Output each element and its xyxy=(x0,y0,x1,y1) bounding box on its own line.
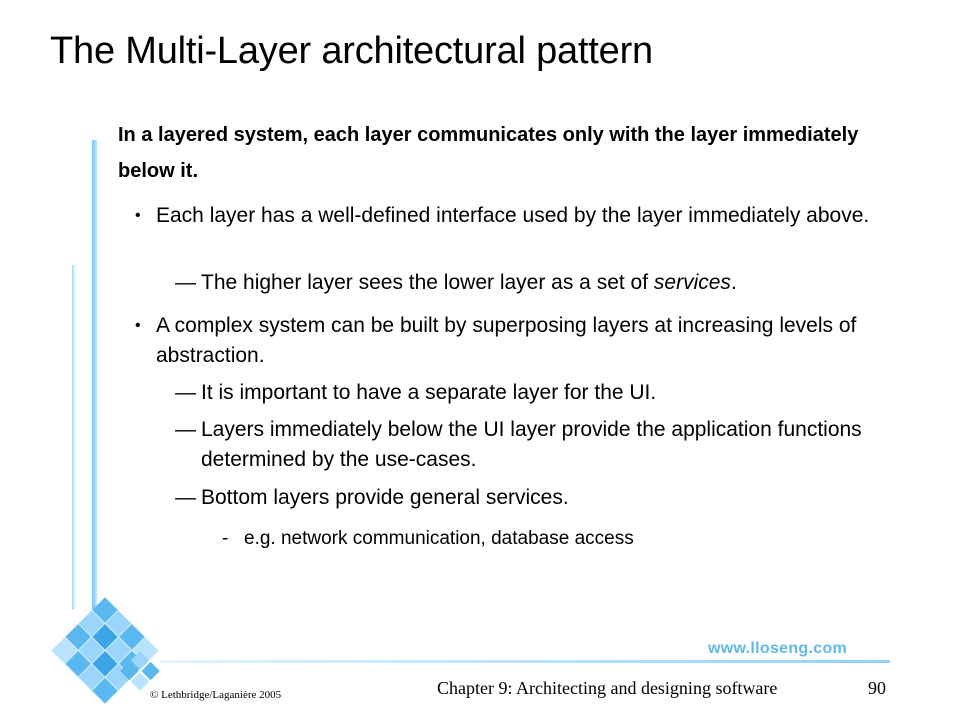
sub-sub-bullet-text: e.g. network communication, database access xyxy=(244,528,634,549)
bullet-icon: • xyxy=(135,317,141,334)
bullet-item xyxy=(135,311,925,371)
hyphen-icon: - xyxy=(222,528,229,549)
sub-bullet-text: It is important to have a separate layer for the UI. xyxy=(201,381,657,404)
sub-bullet-text: Layers immediately below the UI layer provide the application functions determined by the use-cases. xyxy=(201,418,862,471)
sub-bullet-item xyxy=(175,378,915,408)
sub-bullet-text: Bottom layers provide general services. xyxy=(201,486,569,509)
sub-bullet-text: The higher layer sees the lower layer as a set of services. xyxy=(201,271,737,294)
page-number: 90 xyxy=(868,678,886,698)
sub-bullet-item xyxy=(175,415,915,475)
dash-icon: — xyxy=(175,418,196,441)
bullet-icon: • xyxy=(135,207,141,224)
bullet-item xyxy=(135,201,925,231)
chapter-title: Chapter 9: Architecting and designing software xyxy=(437,678,778,698)
dash-icon: — xyxy=(175,381,196,404)
logo-url: www.lloseng.com xyxy=(708,640,848,657)
sub-bullet-item xyxy=(175,483,915,513)
dash-icon: — xyxy=(175,271,196,294)
lead-statement: In a layered system, each layer communicates only with the layer immediately below it. xyxy=(118,124,859,182)
sub-bullet-item xyxy=(175,268,915,298)
copyright-notice: © Lethbridge/Laganière 2005 xyxy=(150,689,282,701)
decorative-vertical-bar-secondary xyxy=(72,265,75,610)
bullet-text: Each layer has a well-defined interface used by the layer immediately above. xyxy=(156,204,870,227)
slide-title: The Multi-Layer architectural pattern xyxy=(50,30,653,72)
decorative-vertical-bar xyxy=(92,140,97,640)
bullet-text: A complex system can be built by superposing layers at increasing levels of abstraction. xyxy=(156,314,857,367)
dash-icon: — xyxy=(175,486,196,509)
sub-sub-bullet-item xyxy=(222,525,634,553)
decorative-horizontal-bar xyxy=(160,660,890,663)
